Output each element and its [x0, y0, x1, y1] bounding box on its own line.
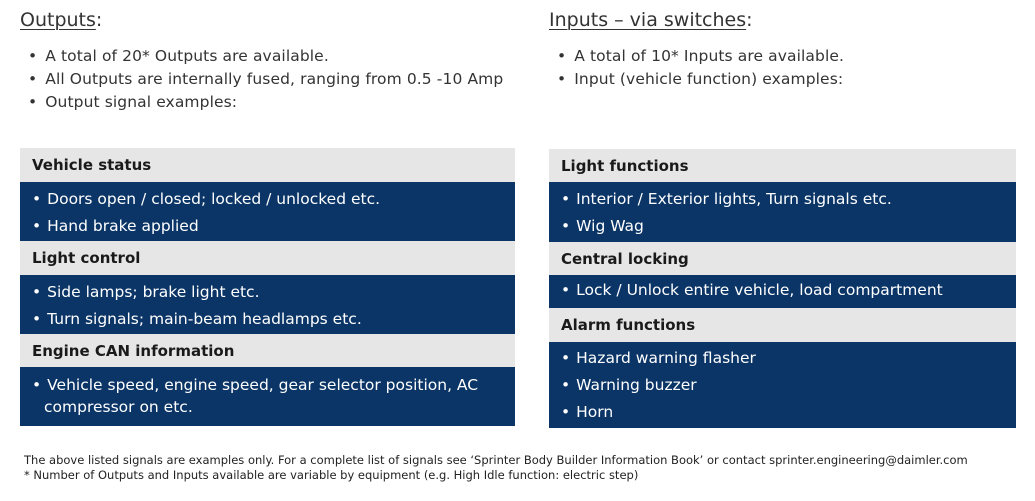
- inputs-bullet: • A total of 10* Inputs are available.: [557, 45, 844, 68]
- group-header-engine-can: Engine CAN information: [20, 334, 515, 367]
- group-body-central-locking: [549, 275, 1016, 308]
- list-item: • Turn signals; main-beam headlamps etc.: [32, 306, 503, 333]
- inputs-table: [549, 149, 1016, 428]
- list-item: • Wig Wag: [561, 213, 1004, 240]
- outputs-title-suffix: :: [95, 9, 103, 31]
- list-item: • Interior / Exterior lights, Turn signals etc.: [561, 186, 1004, 213]
- list-item: • Warning buzzer: [561, 372, 1004, 399]
- list-item: • Hand brake applied: [32, 213, 503, 240]
- inputs-heading: [549, 9, 753, 31]
- list-item: • Hazard warning flasher: [561, 345, 1004, 372]
- inputs-title-suffix: :: [746, 9, 753, 31]
- outputs-bullets: [28, 45, 503, 114]
- list-item: • Side lamps; brake light etc.: [32, 279, 503, 306]
- group-body-light-control: [20, 275, 515, 334]
- list-item: • Vehicle speed, engine speed, gear selector position, AC compressor on etc.: [32, 374, 503, 418]
- inputs-title: Inputs – via switches: [549, 9, 747, 31]
- group-header-vehicle-status: Vehicle status: [20, 148, 515, 182]
- outputs-table: [20, 148, 515, 426]
- inputs-bullet: • Input (vehicle function) examples:: [557, 68, 844, 91]
- group-header-central-locking: Central locking: [549, 242, 1016, 275]
- outputs-heading: [20, 9, 102, 31]
- group-body-engine-can: [20, 367, 515, 426]
- group-body-vehicle-status: [20, 182, 515, 241]
- group-header-light-functions: Light functions: [549, 149, 1016, 182]
- group-body-alarm-functions: [549, 342, 1016, 428]
- list-item: • Lock / Unlock entire vehicle, load compartment: [561, 277, 1004, 304]
- outputs-bullet: • All Outputs are internally fused, ranging from 0.5 -10 Amp: [28, 68, 503, 91]
- list-item: • Horn: [561, 399, 1004, 426]
- outputs-title: Outputs: [20, 9, 96, 31]
- group-body-light-functions: [549, 182, 1016, 242]
- outputs-bullet: • A total of 20* Outputs are available.: [28, 45, 503, 68]
- list-item: • Doors open / closed; locked / unlocked etc.: [32, 186, 503, 213]
- group-header-light-control: Light control: [20, 241, 515, 275]
- footnote: [24, 453, 968, 483]
- group-header-alarm-functions: Alarm functions: [549, 308, 1016, 342]
- outputs-bullet: • Output signal examples:: [28, 91, 503, 114]
- footnote-line-1: The above listed signals are examples only. For a complete list of signals see ‘Sprinter Body Builder Information Book’ or contact sprinter.engineering@daimler.com: [24, 453, 968, 467]
- footnote-line-2: * Number of Outputs and Inputs available are variable by equipment (e.g. High Idle function: electric step): [24, 468, 639, 482]
- inputs-bullets: [557, 45, 844, 91]
